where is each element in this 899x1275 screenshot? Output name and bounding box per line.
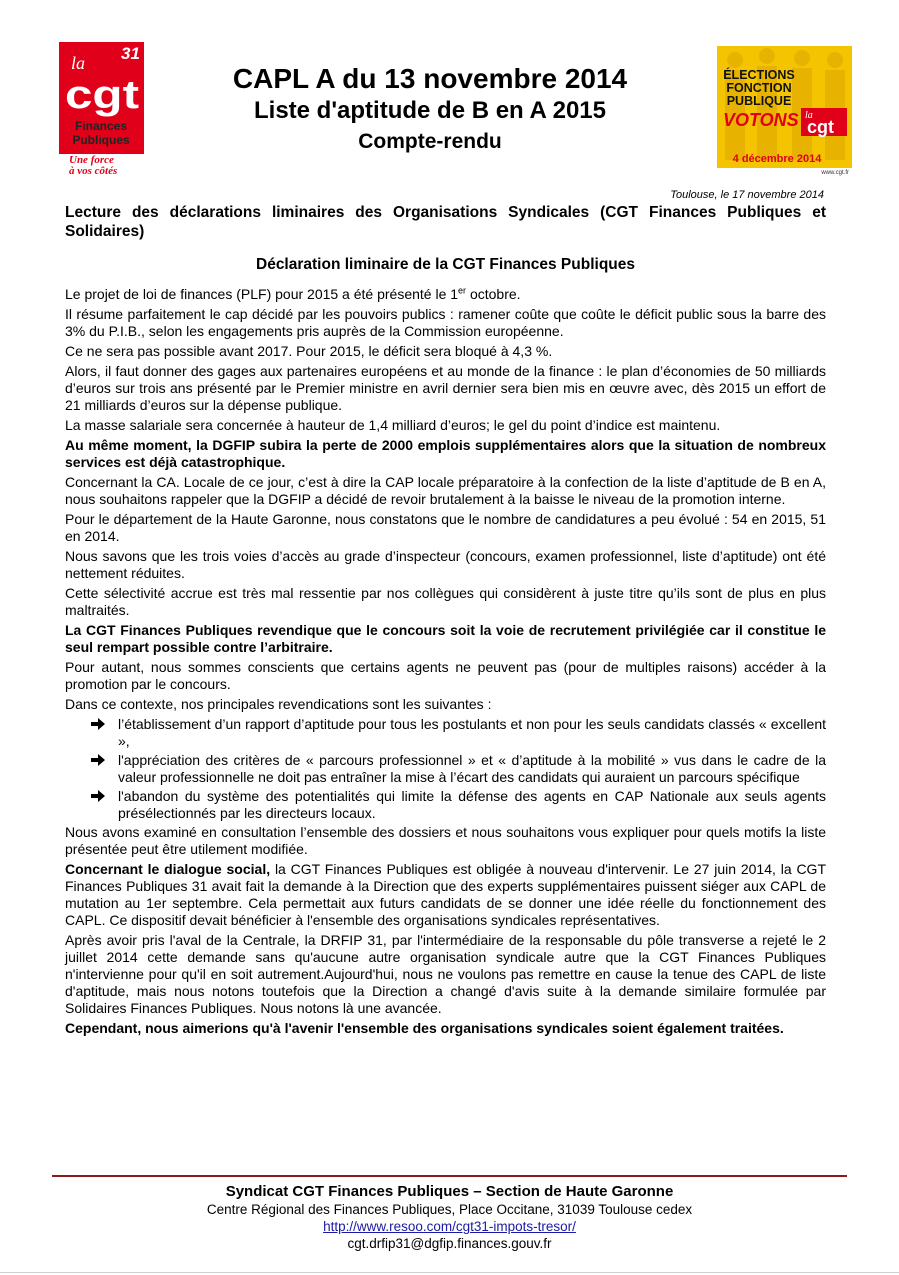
paragraph: Ce ne sera pas possible avant 2017. Pour 2015, le déficit sera bloqué à 4,3 %.: [65, 343, 553, 359]
svg-text:www.cgt.fr: www.cgt.fr: [821, 170, 849, 176]
footer: [52, 1182, 847, 1252]
paragraph: Pour autant, nous sommes conscients que certains agents ne peuvent pas (pour de multiples raisons) accéder à la promotion par le concours.: [65, 659, 826, 692]
svg-text:VOTONS: VOTONS: [723, 110, 799, 130]
title-block: [150, 62, 710, 156]
paragraph: La masse salariale sera concernée à hauteur de 1,4 milliard d’euros; le gel du point d’indice est maintenu.: [65, 417, 721, 433]
arrow-right-icon: [91, 790, 105, 802]
elections-fonction-publique-logo: [717, 46, 852, 176]
footer-title: Syndicat CGT Finances Publiques – Section de Haute Garonne: [225, 1183, 674, 1200]
svg-text:Une force: Une force: [69, 154, 114, 166]
svg-text:FONCTION: FONCTION: [726, 81, 792, 95]
paragraph: Alors, il faut donner des gages aux partenaires européens et au monde de la finance : le plan d’économies de 50 milliards d’euros sur trois ans présenté par le Premier ministre en avril dernier sera bien mis en œuvre avec, dès 2015 un effort de 21 milliards d’euros sur la dépense publique.: [65, 363, 826, 413]
svg-text:à vos côtés: à vos côtés: [69, 165, 118, 177]
paragraph-bold: Cependant, nous aimerions qu'à l'avenir l'ensemble des organisations syndicales soient également traitées.: [65, 1020, 784, 1036]
svg-text:4 décembre 2014: 4 décembre 2014: [732, 153, 822, 165]
paragraph: Concernant le dialogue social, la CGT Finances Publiques est obligée à nouveau d'intervenir. Le 27 juin 2014, la CGT Finances Publiques 31 avait fait la demande à la Direction que des experts supplémentaires puissent siéger aux CAPL de mutation au 1er septembre. Cela permettait aux futurs candidats de se donner une idée réelle du fonctionnement des CAPL. Ce dispositif devait bénéficier à l'ensemble des organisations syndicales représentatives.: [65, 861, 826, 928]
paragraph: Nous avons examiné en consultation l’ensemble des dossiers et nous souhaitons vous expliquer pour quels motifs la liste présentée peut être utilement modifiée.: [65, 824, 826, 857]
paragraph: Nous savons que les trois voies d’accès au grade d’inspecteur (concours, examen professionnel, liste d’aptitude) ont été nettement réduites.: [65, 548, 826, 581]
footer-divider: [52, 1175, 847, 1177]
footer-email: cgt.drfip31@dgfip.finances.gouv.fr: [347, 1236, 552, 1251]
document-body: [65, 203, 826, 1040]
declaration-heading: Déclaration liminaire de la CGT Finances Publiques: [256, 256, 635, 273]
section-heading: Lecture des déclarations liminaires des Organisations Syndicales (CGT Finances Publiques et Solidaires): [65, 204, 826, 240]
svg-text:cgt: cgt: [807, 117, 834, 137]
page-title: CAPL A du 13 novembre 2014: [232, 63, 628, 94]
arrow-right-icon: [91, 718, 105, 730]
paragraph: Cette sélectivité accrue est très mal ressentie par nos collègues qui considèrent à juste titre qu’ils sont de plus en plus maltraités.: [65, 585, 826, 618]
arrow-right-icon: [91, 754, 105, 766]
list-item: l'appréciation des critères de « parcours professionnel » et « d’aptitude à la mobilité » vus dans le cadre de la valeur professionnelle ne doit pas entraîner la mise à l’écart des candidats qui auraient un parcours spécifique: [89, 752, 826, 786]
paragraph: Il résume parfaitement le cap décidé par les pouvoirs publics : ramener coûte que coûte le déficit public sous la barre des 3% du P.I.B., selon les engagements pris auprès de la Commission européenne.: [65, 306, 826, 339]
page-subtitle: Liste d'aptitude de B en A 2015: [253, 97, 606, 124]
paragraph: Après avoir pris l'aval de la Centrale, la DRFIP 31, par l'intermédiaire de la responsable du pôle transverse a rejeté le 2 juillet 2014 cette demande sans qu'aucune autre organisation syndicale autre que la CGT Finances Publiques n'intervienne pour qu'il en soit autrement.Aujourd'hui, nous ne voulons pas remettre en cause la tenue des CAPL de liste d'aptitude, mais nous notons toutefois que la Direction a changé d'avis suite à la demande similaire formulée par Solidaires Finances Publiques. Nous notons là une avancée.: [65, 932, 826, 1016]
cgt-finances-publiques-logo: [59, 42, 144, 177]
paragraph-bold: La CGT Finances Publiques revendique que le concours soit la voie de recrutement privilégiée car il constitue le seul rempart possible contre l’arbitraire.: [65, 622, 826, 655]
svg-text:Publiques: Publiques: [72, 133, 130, 147]
svg-text:la: la: [71, 53, 86, 73]
paragraph: Dans ce contexte, nos principales revendications sont les suivantes :: [65, 696, 492, 712]
paragraph: Concernant la CA. Locale de ce jour, c’est à dire la CAP locale préparatoire à la confection de la liste d’aptitude de B en A, nous souhaitons rappeler que la DGFIP a décidé de revoir brutalement à la baisse le niveau de la promotion interne.: [65, 474, 826, 507]
paragraph: Le projet de loi de finances (PLF) pour 2015 a été présenté le 1er octobre.: [65, 285, 521, 302]
footer-website-link[interactable]: http://www.resoo.com/cgt31-impots-tresor/: [323, 1219, 576, 1234]
svg-text:Finances: Finances: [74, 119, 128, 133]
svg-text:la: la: [805, 110, 813, 121]
paragraph: Pour le département de la Haute Garonne, nous constatons que le nombre de candidatures a peu évolué : 54 en 2015, 51 en 2014.: [65, 511, 826, 544]
svg-text:cgt: cgt: [65, 73, 139, 117]
list-item: l’établissement d’un rapport d’aptitude pour tous les postulants et non pour les seuls candidats classés « excellent »,: [89, 716, 826, 750]
footer-address: Centre Régional des Finances Publiques, Place Occitane, 31039 Toulouse cedex: [206, 1202, 693, 1217]
svg-text:31: 31: [121, 44, 140, 63]
claims-list: [65, 716, 826, 822]
dateline: Toulouse, le 17 novembre 2014: [670, 189, 824, 201]
paragraph-bold: Au même moment, la DGFIP subira la perte de 2000 emplois supplémentaires alors que la situation de nombreux services est déjà catastrophique.: [65, 437, 826, 470]
document-type: Compte-rendu: [358, 130, 502, 153]
svg-text:PUBLIQUE: PUBLIQUE: [726, 94, 792, 108]
page-edge: [0, 1272, 899, 1273]
list-item: l'abandon du système des potentialités qui limite la défense des agents en CAP Nationale aux seuls agents présélectionnés par les directeurs locaux.: [89, 788, 826, 822]
svg-text:ÉLECTIONS: ÉLECTIONS: [723, 68, 795, 82]
